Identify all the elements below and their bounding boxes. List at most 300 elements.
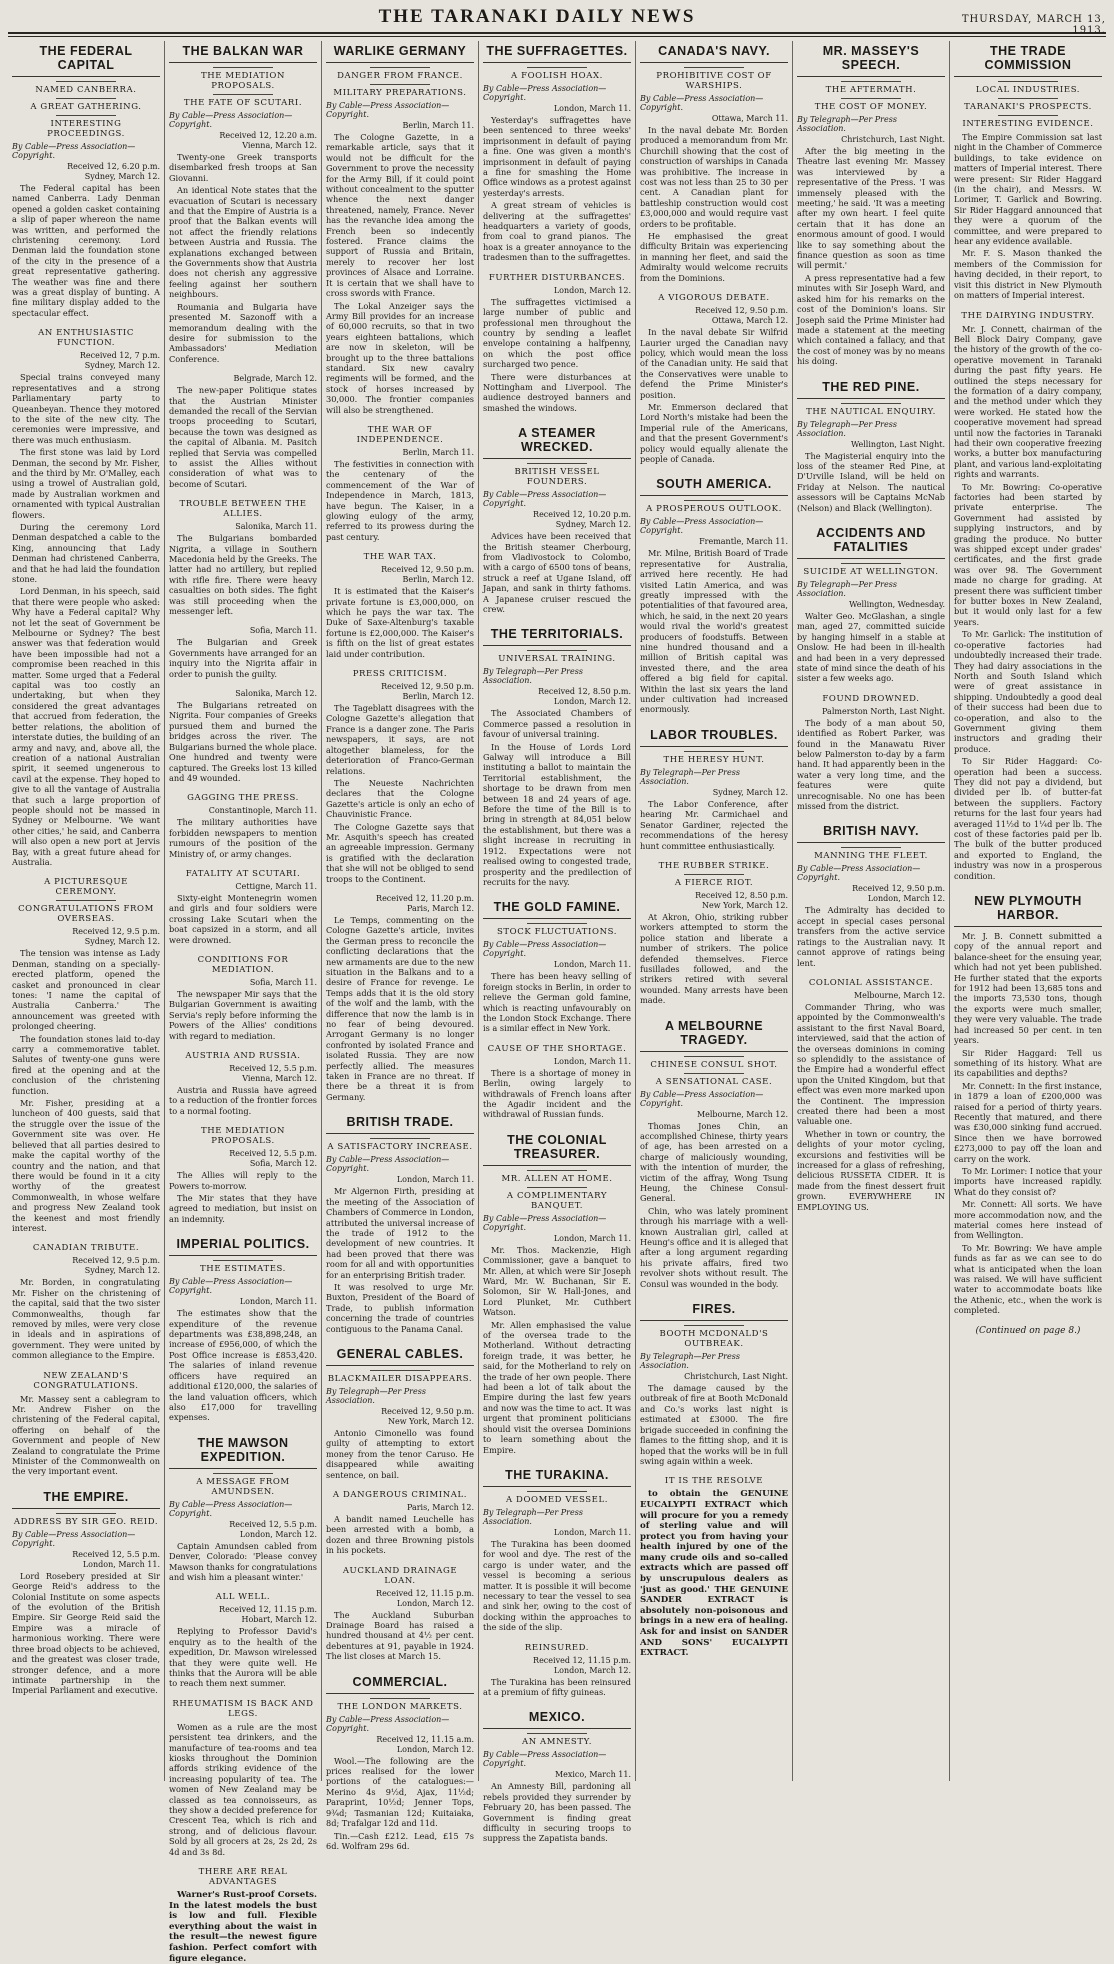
- article-byline: By Telegraph—Per Press Association.: [797, 579, 897, 598]
- column-3: [322, 41, 479, 1851]
- article-paragraph: The estimates show that the expenditure of the revenue departments was £38,898,248, an increase of £956,000, of which the Post Office increase is £853,420. The salaries of inland revenue officers have required an additional £120,000, the salaries of the land valuation officers, which also £17,000 for travelling expenses.: [169, 1308, 317, 1423]
- article-paragraph: The Bulgarians bombarded Nigrita, a village in Southern Macedonia held by the Greeks. The latter had no artillery, but replied with rifle fire. There were heavy casualties on both sides. The fight was still proceeding when the messenger left.: [169, 533, 317, 617]
- article: [483, 423, 631, 614]
- article: [483, 273, 631, 413]
- article-dateline: Berlin, March 11.: [402, 121, 474, 130]
- article-subheading: THE LONDON MARKETS.: [337, 1701, 463, 1712]
- article-paragraph: Mr. J. B. Connett submitted a copy of the annual report and balance-sheet for the ensuing year, which had not yet been published. He further stated that the exports for 1912 had been 13,685 tons and the imports 73,530 tons, though the exports were much smaller, they were very valuable. The trade had increased 50 per cent. in ten years.: [954, 931, 1102, 1046]
- article-subheading: A MESSAGE FROM AMUNDSEN.: [196, 1476, 290, 1497]
- article-paragraph: The foundation stones laid to-day carry a commemorative tablet. Salutes of twenty-one guns were fired at the opening and at the conclusion of the christening function.: [12, 1033, 160, 1096]
- article-paragraph: The Bulgarian and Greek Governments have arranged for an inquiry into the Nigrita affair in order to punish the guilty.: [169, 637, 317, 679]
- article-headline: MEXICO.: [483, 1707, 631, 1729]
- article-subheading: A FOOLISH HOAX.: [511, 71, 603, 81]
- article: [483, 1044, 631, 1120]
- article-paragraph: Lord Rosebery presided at Sir George Reid's address to the Colonial Institute on some aspects of the evolution of the British Empire. Sir George Reid said the Empire was a miracle of harmonious working. There were three broad objects to be achieved, and the greatest was closer trade, stronger defence, and a more intimate partnership in the Imperial Parliament and executive.: [12, 1570, 160, 1696]
- article-paragraph: Mr. Connett: In the first instance, in 1879 a loan of £200,000 was raised for a period of thirty years. Recently that matured, and there was £30,000 sinking fund accrued. Since then we have borrowed £273,000 to pay off the loan and carry on the work.: [954, 1080, 1102, 1164]
- article-subheading: THE DAIRYING INDUSTRY.: [961, 310, 1095, 321]
- article: [326, 41, 474, 415]
- article-dateline: Mexico, March 11.: [554, 1770, 631, 1780]
- article-received: Received 12, 11.15 a.m.: [376, 1734, 474, 1744]
- article-received: Received 12, 11.15 p.m.: [376, 1588, 474, 1598]
- article-received: Received 12, 9.5 p.m.: [72, 1256, 160, 1266]
- article-subheading: ADDRESS BY SIR GEO. REID.: [13, 1516, 159, 1527]
- article: [169, 1051, 317, 1116]
- divider: [841, 81, 900, 82]
- article-byline: By Cable—Press Association—Copyright.: [483, 490, 607, 509]
- article: [797, 41, 945, 367]
- article-dateline: Salonika, March 11.: [235, 522, 317, 532]
- article-byline: By Cable—Press Association—Copyright.: [12, 142, 136, 160]
- divider: [684, 1056, 743, 1057]
- article-subheading: A DOOMED VESSEL.: [505, 1494, 608, 1505]
- article-paragraph: Captain Amundsen cabled from Denver, Colorado: 'Please convey Mawson thanks for congratulations and wish him a pleasant winter.': [169, 1540, 317, 1582]
- article-byline: By Cable—Press Association—Copyright.: [483, 84, 607, 102]
- column-2: [165, 41, 322, 1964]
- article-dateline: Vienna, March 12.: [242, 141, 317, 150]
- article-byline: By Cable—Press Association—Copyright.: [169, 1277, 293, 1296]
- article: [640, 1476, 788, 1659]
- article-paragraph: A press representative had a few minutes with Sir Joseph Ward, and asked him for his remarks on the cost of the Dominion's loans. Sir Joseph said the Prime Minister had made a statement at the meeting which contained a fallacy, and that the cost of money was by no means his doing.: [797, 272, 945, 367]
- article-subheading: THE AFTERMATH.: [825, 85, 917, 95]
- article-paragraph: It was resolved to urge Mr. Buxton, President of the Board of Trade, to publish information concerning the trade of countries contiguous to the Panama Canal.: [326, 1281, 474, 1334]
- article: [169, 1867, 317, 1964]
- divider: [527, 463, 586, 464]
- article-subheading: STOCK FLUCTUATIONS.: [496, 927, 618, 938]
- article-subheading: CHINESE CONSUL SHOT.: [650, 1059, 778, 1070]
- article-byline: By Cable—Press Association—Copyright.: [12, 1529, 136, 1548]
- article-paragraph: A great stream of vehicles is delivering at the suffragettes' headquarters a variety of goods, from coal to grand pianos. The hoax is a greater annoyance to the tradesmen than to the suffragettes.: [483, 200, 631, 263]
- article-dateline: Sofia, March 11.: [249, 977, 317, 987]
- article-headline: THE SUFFRAGETTES.: [483, 41, 631, 63]
- article-paragraph: Walter Geo. McGlashan, a single man, aged 27, committed suicide by hanging himself in a stable at Onslow. He had been in ill-health and had been in a very depressed state of mind since the death of his sister a few weeks ago.: [797, 610, 945, 684]
- article-headline: CANADA'S NAVY.: [640, 41, 788, 63]
- divider: [684, 874, 743, 875]
- article-paragraph: The Admiralty has decided to accept in special cases personal transfers from the active service ratings to the Australian navy. It cannot approve of ratings being lent.: [797, 905, 945, 968]
- article-subheading: IT IS THE RESOLVE: [664, 1476, 764, 1487]
- divider: [998, 81, 1057, 82]
- article-paragraph: Twenty-one Greek transports disembarked fresh troops at San Giovanni.: [169, 152, 317, 183]
- article-dateline: Berlin, March 12.: [402, 575, 474, 585]
- article: [326, 1672, 474, 1852]
- article-paragraph: In the naval debate Sir Wilfrid Laurier urged the Canadian navy policy, which would mean the loss of the Canadian unity. He said that the Conservatives were unable to defend the Prime Minister's position.: [640, 327, 788, 400]
- article-dateline: Paris, March 12.: [406, 1503, 474, 1512]
- article-paragraph: Mr. Allen emphasised the value of the oversea trade to the Motherland. Without detracting foreign trade, it was better, he said, for the Motherland to rely on the trade of her own people. There had been a lot of talk about the Empire during the last few years and now was the time to act. It was urgent that prominent politicians should visit the oversea Dominions to learn something about the Empire.: [483, 1319, 631, 1455]
- article-subheading: THE WAR OF INDEPENDENCE.: [356, 424, 444, 445]
- article: [326, 1344, 474, 1480]
- article: [12, 877, 160, 1233]
- divider: [684, 500, 743, 501]
- article-paragraph: Special trains conveyed many representatives and a strong Parliamentary party to Queanbeyan. Thence they motored to the site of the new city. The ceremonies were impressive, and there was much enthusiasm.: [12, 372, 160, 445]
- divider: [56, 98, 115, 99]
- article-paragraph: An identical Note states that the evacuation of Scutari is necessary and that the Empire of Austria is a proof that the Balkan events will not affect the friendly relations between Austria and Russia. The explanations exchanged between the Governments show that Austria does not cherish any aggressive feeling against her southern neighbours.: [169, 185, 317, 300]
- article-paragraph: To Mr. Bowring: Co-operative factories had been started by private enterprise. The Government had assisted by supplying instructors, and by grading the produce. No butter was shipped except under grades' certificates, and the first grade was over 98. The Government made no charge for grading. At present there was sufficient timber for butter boxes in New Zealand, but it would only last for a few years.: [954, 481, 1102, 627]
- article-headline: ACCIDENTS AND FATALITIES: [797, 523, 945, 559]
- article-subheading: NEW ZEALAND'S CONGRATULATIONS.: [33, 1370, 139, 1391]
- article-paragraph: Yesterday's suffragettes have been sentenced to three weeks' imprisonment in default of paying a fine. One was given a month's imprisonment in default of paying a fine for smashing the Home Office windows as a protest against yesterday's arrests.: [483, 115, 631, 198]
- article-received: Received 12, 7 p.m.: [79, 351, 160, 361]
- article-subheading: UNIVERSAL TRAINING.: [498, 654, 616, 665]
- article-paragraph: Mr. J. Connett, chairman of the Bell Block Dairy Company, gave the history of the growth of the co-operative movement in Taranaki during the past fifty years. He outlined the steps necessary for the formation of a dairy company, and the method under which they were worked. He stated how the cooperative movement had spread until now the factories in Taranaki had their own cooperative freezing works, a butter box manufacturing plant, and various land-exploitating rights and warrants.: [954, 323, 1102, 480]
- article: [640, 293, 788, 464]
- article-paragraph: Tin.—Cash £212. Lead, £15 7s 6d. Wolfram 29s 6d.: [326, 1830, 474, 1851]
- article-subheading: BRITISH VESSEL FOUNDERS.: [514, 467, 600, 488]
- divider: [56, 1513, 115, 1514]
- divider: [370, 84, 429, 85]
- article-paragraph: Mr. Milne, British Board of Trade representative for Australia, arrived here recently. He had visited Latin America, and was greatly impressed with the potentialities of that favoured area, which, he said, in the next 20 years would rival the world's greatest producers of foodstuffs. Between nine hundred thousand and a million of British capital was invested there, and the area offered a big field for capital. Within the last six years the land under cultivation had increased enormously.: [640, 548, 788, 715]
- article-received: Received 12, 8.50 p.m.: [538, 687, 631, 697]
- article: [169, 869, 317, 945]
- article: [797, 523, 945, 684]
- article: [483, 624, 631, 887]
- article-received: Received 12, 8.50 p.m.: [695, 890, 788, 900]
- divider: [527, 1187, 586, 1188]
- article-paragraph: The Federal capital has been named Canberra. Lady Denman opened a golden casket containing a slip of paper whereon the name was written, and performed the christening ceremony. Lord Denman laid the foundation stone of the city in the presence of a great representative gathering. The weather was fine and there was a great display of bunting. A fine military display added to the spectacular effect.: [12, 183, 160, 318]
- article-dateline: Sydney, March 12.: [555, 520, 631, 530]
- article-byline: By Cable—Press Association—Copyright.: [483, 940, 607, 959]
- article-headline: NEW PLYMOUTH HARBOR.: [954, 891, 1102, 927]
- divider: [998, 98, 1057, 99]
- article-paragraph: An Amnesty Bill, pardoning all rebels provided they surrender by February 20, has been passed. The Government is finding great difficulty in securing troops to suppress the Zapatista bands.: [483, 1781, 631, 1844]
- article-headline: THE RED PINE.: [797, 377, 945, 399]
- article-paragraph: At Akron, Ohio, striking rubber workers attempted to storm the police station and liberate a number of strikers. The police defended themselves. Fierce fusillades followed, and the strikers retired with several wounded. Many arrests have been made.: [640, 911, 788, 1006]
- article-dateline: Paris, March 12.: [406, 903, 474, 913]
- article: [797, 377, 945, 513]
- continued-note: (Continued on page 8.): [975, 1325, 1081, 1336]
- article-byline: By Cable—Press Association—Copyright.: [483, 1213, 607, 1232]
- article-dateline: Melbourne, March 12.: [853, 990, 945, 1000]
- column-1: [8, 41, 165, 1781]
- article-paragraph: A bandit named Leuchelle has been arrested with a bomb, a dozen and three Browning pistols in his pockets.: [326, 1514, 474, 1556]
- article-paragraph: Warner's Rust-proof Corsets. In the latest models the bust is low and full. Flexible everything about the waist in the result—the newest figure fashion. Perfect comfort with figure elegance.: [169, 1890, 317, 1964]
- article-subheading: A GREAT GATHERING.: [30, 102, 142, 112]
- article: [169, 1699, 317, 1857]
- article-subheading: AUSTRIA AND RUSSIA.: [185, 1051, 301, 1061]
- article-subheading: A SATISFACTORY INCREASE.: [327, 1142, 473, 1153]
- article-subheading: TARANAKI'S PROSPECTS.: [964, 102, 1092, 112]
- article-received: Received 12, 9.50 p.m.: [695, 306, 788, 316]
- article: [326, 1490, 474, 1556]
- article-paragraph: Whether in town or country, the delights of your motor cycling, excursions and festivities will be increased for a glass of refreshing, delicious RUSSETA CIDER. It is made from the finest dessert fruit grown. EVERYWHERE IN EMPLOYING US.: [797, 1128, 945, 1212]
- article-paragraph: Commander Thring, who was appointed by the Commonwealth's assistant to the first Naval Board, interviewed, said that the action of the overseas dominions in coming so splendidly to the assistance of the Empire had a wonderful effect upon the United Kingdom, but that effect was even more marked upon the Continent. The impression created there had been a most valuable one.: [797, 1001, 945, 1127]
- article: [640, 1016, 788, 1290]
- article-dateline: Ottawa, March 11.: [711, 114, 788, 123]
- article-paragraph: The Mir states that they have agreed to mediation, but insist on an indemnity.: [169, 1193, 317, 1224]
- article-received: Received 12, 9.50 p.m.: [381, 565, 474, 575]
- article-paragraph: The first stone was laid by Lord Denman, the second by Mr. Fisher, and the third by Mr. O'Malley, each using a trowel of Australian gold, made by Australian workmen and ornamented with typical Australian flowers.: [12, 447, 160, 520]
- article: [169, 499, 317, 616]
- article-paragraph: There were disturbances at Nottingham and Liverpool. The audience destroyed banners and smashed the windows.: [483, 371, 631, 413]
- divider: [841, 98, 900, 99]
- article-paragraph: The Neueste Nachrichten declares that the Cologne Gazette's article is only an echo of Chauvinistic France.: [326, 777, 474, 820]
- article: [326, 669, 474, 884]
- article-subheading: THE ESTIMATES.: [200, 1264, 286, 1275]
- article-subheading: LOCAL INDUSTRIES.: [975, 85, 1081, 95]
- article-paragraph: The Cologne Gazette, in a remarkable article, says that it would not be difficult for the Government to prove the necessity for the Army Bill, if it could point without concealment to the sputter whence the next danger threatened, namely, France. Never has the revanche idea among the French been so indecently fostered. France claims the support of Russia and Britain, merely to recover her lost provinces of Alsace and Lorraine. It is certain that we shall have to cross swords with France.: [326, 132, 474, 299]
- article-subheading: AN AMNESTY.: [521, 1737, 593, 1748]
- article-subheading: INTERESTING EVIDENCE.: [962, 119, 1094, 129]
- article-headline: A MELBOURNE TRAGEDY.: [640, 1016, 788, 1052]
- divider: [527, 67, 586, 68]
- article-received: Received 12, 11.15 p.m.: [533, 1655, 631, 1665]
- divider: [527, 1170, 586, 1171]
- article-paragraph: Mr. F. S. Mason thanked the members of the Commission for having decided, in their report, to visit this district in New Plymouth on matters of Imperial interest.: [954, 248, 1102, 301]
- article-paragraph: The festivities in connection with the centenary of the commencement of the War of Independence in March, 1813, have begun. The Kaiser, in a glowing eulogy of the army, referred to its prowess during the past century.: [326, 458, 474, 542]
- article-subheading: PRESS CRITICISM.: [352, 669, 448, 680]
- article-headline: THE TERRITORIALS.: [483, 624, 631, 646]
- article-subheading: THERE ARE REAL ADVANTAGES: [198, 1867, 288, 1888]
- column-7: [950, 41, 1106, 1781]
- article-received: Received 12, 5.5 p.m.: [229, 1519, 317, 1529]
- article-subheading: ALL WELL.: [215, 1592, 271, 1603]
- issue-date: THURSDAY, MARCH 13, 1913.: [961, 14, 1106, 36]
- article: [640, 474, 788, 715]
- article-paragraph: The Magisterial enquiry into the loss of the steamer Red Pine, at D'Urville Island, will be held on Friday at Nelson. The nautical assessors will be Captains McNab (Nelson) and Black (Wellington).: [797, 450, 945, 513]
- article: [169, 793, 317, 859]
- article-subheading: NAMED CANBERRA.: [35, 85, 137, 95]
- article-subheading: REINSURED.: [524, 1642, 590, 1653]
- article-paragraph: The body of a man about 50, identified as Robert Parker, was found in the Manawatu River below Palmerston to-day by a farm hand. It had apparently been in the water a very long time, and the features were quite unrecognisable. No one has been missed from the district.: [797, 717, 945, 812]
- article-subheading: AUCKLAND DRAINAGE LOAN.: [342, 1565, 458, 1586]
- article-subheading: FATALITY AT SCUTARI.: [185, 868, 301, 879]
- article: [640, 41, 788, 283]
- newspaper-title: THE TARANAKI DAILY NEWS: [378, 6, 696, 27]
- article-paragraph: Mr. Thos. Mackenzie, High Commissioner, gave a banquet to Mr. Allen, at which were Sir Joseph Ward, Mr. W. Buchanan, Sir E. Solomon, Sir W. Hall-Jones, and Lord Plunket, Mr. Cuthbert Watson.: [483, 1244, 631, 1318]
- article-byline: By Cable—Press Association—Copyright.: [483, 1750, 607, 1769]
- article-byline: By Telegraph—Per Press Association.: [640, 767, 740, 786]
- article-paragraph: During the ceremony Lord Denman despatched a cable to the King, announcing that Lady Denman had christened Canberra, and that he had laid the foundation stone.: [12, 521, 160, 584]
- article-paragraph: After the big meeting in the Theatre last evening Mr. Massey was interviewed by a representative of the Press. 'I was immensely pleased with the meeting,' he said. 'It was a meeting after my own heart. I feel quite certain that it has done an enormous amount of good. I would like to say something about the finance question as soon as time will permit.': [797, 146, 945, 271]
- article-byline: By Telegraph—Per Press Association.: [483, 1507, 583, 1526]
- article-subheading: BOOTH MCDONALD'S OUTBREAK.: [659, 1329, 769, 1350]
- article-paragraph: He emphasised the great difficulty Britain was experiencing in manning her fleet, and said the Admiralty would welcome recruits from the Dominions.: [640, 231, 788, 283]
- article-subheading: THE RUBBER STRIKE.: [658, 860, 770, 871]
- article-headline: GENERAL CABLES.: [326, 1344, 474, 1366]
- article-dateline: Berlin, March 12.: [402, 692, 474, 702]
- article-dateline: New York, March 12.: [702, 900, 788, 910]
- article-headline: COMMERCIAL.: [326, 1672, 474, 1694]
- article-byline: By Cable—Press Association—Copyright.: [169, 1499, 293, 1518]
- divider: [56, 81, 115, 82]
- article-subheading: A PROSPEROUS OUTLOOK.: [646, 504, 782, 515]
- article-subheading: AN ENTHUSIASTIC FUNCTION.: [38, 328, 134, 349]
- article: [169, 689, 317, 783]
- article: [483, 1465, 631, 1633]
- article-subheading: FOUND DROWNED.: [822, 693, 920, 704]
- article-subheading: THE NAUTICAL ENQUIRY.: [806, 406, 936, 417]
- article-subheading: MANNING THE FLEET.: [814, 851, 928, 862]
- divider: [370, 1698, 429, 1699]
- article-received: Received 12, 5.5 p.m.: [229, 1149, 317, 1159]
- article-byline: By Telegraph—Per Press Association.: [483, 667, 583, 686]
- masthead: [8, 6, 1106, 34]
- article-dateline: Cettigne, March 11.: [235, 881, 317, 891]
- article-paragraph: The newspaper Mir says that the Bulgarian Government is awaiting Servia's reply before informing the Powers of the Allies' conditions with regard to mediation.: [169, 988, 317, 1041]
- article-paragraph: Roumania and Bulgaria have presented M. Sazonoff with a memorandum dealing with the desire for submission to the Ambassadors' Mediation Conference.: [169, 301, 317, 364]
- article-paragraph: Mr. Fisher, presiding at a luncheon of 400 guests, said that the struggle over the issue of the Government site was over. He believed that all parties desired to make the capital worthy of the country and the nation, and that there would be found in it a city worthy of the greatest Commonwealth, in whose welfare and progress New Zealand took the keenest and most friendly interest.: [12, 1098, 160, 1233]
- article-received: Received 12, 9.50 p.m.: [381, 1406, 474, 1416]
- article-dateline: London, March 12.: [239, 1529, 317, 1539]
- divider: [370, 67, 429, 68]
- article-received: Received 12, 11.20 p.m.: [376, 893, 474, 903]
- article-paragraph: Replying to Professor David's enquiry as to the health of the expedition, Dr. Mawson wirelessed that they were quite well. He thinks that the Aurora will be able to reach them next summer.: [169, 1626, 317, 1689]
- divider: [213, 67, 272, 68]
- article-paragraph: Wool.—The following are the prices realised for the lower portions of the catalogues:—Merino 4s 9½d, Ajax, 11½d; Paraprint, 10½d; Jenner Tops, 9¾d; Tasmanian 12d; Kuitaiaka, 8d; Trafalgar 12d and 11d.: [326, 1755, 474, 1829]
- article-paragraph: The Allies will reply to the Powers to-morrow.: [169, 1170, 317, 1191]
- article: [169, 1234, 317, 1422]
- article-subheading: DANGER FROM FRANCE.: [337, 71, 463, 81]
- article-received: Received 12, 5.5 p.m.: [229, 1064, 317, 1073]
- article-dateline: London, March 11.: [239, 1297, 317, 1307]
- article: [326, 552, 474, 659]
- article-byline: By Cable—Press Association—Copyright.: [326, 1155, 450, 1174]
- article-paragraph: The damage caused by the outbreak of fire at Booth McDonald and Co.'s works last night is estimated at £3000. The fire brigade succeeded in confining the flames to the fitting shop, and it is hoped that the works will be in full swing again within a week.: [640, 1383, 788, 1466]
- divider: [841, 563, 900, 564]
- article: [954, 41, 1102, 301]
- column-4: [479, 41, 636, 1844]
- article-dateline: London, March 12.: [867, 894, 945, 904]
- article-headline: THE FEDERAL CAPITAL: [12, 41, 160, 77]
- article-paragraph: Chin, who was lately prominent through his marriage with a well-known Australian girl, called at Heung's office and it is alleged that after a long argument regarding his private affairs, fired two revolver shots without result. The Consul was wounded in the body.: [640, 1205, 788, 1289]
- article-headline: A STEAMER WRECKED.: [483, 423, 631, 459]
- article-received: Received 12, 5.5 p.m.: [72, 1549, 160, 1559]
- article-dateline: Palmerston North, Last Night.: [822, 706, 945, 716]
- article: [483, 1130, 631, 1455]
- article-paragraph: In the naval debate Mr. Borden produced a memorandum from Mr. Churchill showing that the cost of construction of warships in Canada was prohibitive. The increase in cost was not less than 25 to 30 per cent. A Canadian plant for battleship construction would cost £3,000,000 and would require vast orders to be profitable.: [640, 125, 788, 229]
- article-paragraph: In the House of Lords Lord Galway will introduce a Bill instituting a ballot to maintain the Territorial establishment, the shortage to be drawn from men between 18 and 24 years of age. Before the time of the Bill is to bring in strength at 84,051 below the establishment, but there was a slight increase in recruiting in 1912. Expectations were not realised owing to congested trade, prosperity and the predilection of recruits for the navy.: [483, 741, 631, 887]
- article: [12, 41, 160, 318]
- article-paragraph: The Lokal Anzeiger says the Army Bill provides for an increase of 60,000 recruits, so that in two years eighteen battalions, which are now in skeleton, will be brought up to the three battalions standard. Six new cavalry regiments will be formed, and the stock of horses increased by 30,000. The frontier companies will also be strengthened.: [326, 300, 474, 415]
- article-subheading: GAGGING THE PRESS.: [187, 793, 299, 804]
- article-received: Received 12, 9.50 p.m.: [852, 884, 945, 894]
- article-byline: By Cable—Press Association—Copyright.: [640, 94, 764, 112]
- article: [169, 1592, 317, 1688]
- article-subheading: CONDITIONS FOR MEDIATION.: [197, 954, 289, 975]
- article-subheading: THE MEDIATION PROPOSALS.: [201, 71, 285, 91]
- article: [169, 955, 317, 1041]
- article-byline: By Telegraph—Per Press Association.: [640, 1352, 740, 1371]
- article-dateline: London, March 12.: [396, 1598, 474, 1608]
- article-headline: THE MAWSON EXPEDITION.: [169, 1433, 317, 1469]
- article-subheading: CAUSE OF THE SHORTAGE.: [487, 1043, 627, 1054]
- article: [169, 41, 317, 364]
- article-received: Received 12, 10.20 p.m.: [533, 510, 631, 520]
- article: [483, 1643, 631, 1698]
- article-subheading: A VIGOROUS DEBATE.: [658, 293, 770, 304]
- article-received: Received 12, 9.5 p.m.: [72, 927, 160, 937]
- divider: [370, 1138, 429, 1139]
- article-headline: THE COLONIAL TREASURER.: [483, 1130, 631, 1166]
- article-headline: THE TRADE COMMISSION: [954, 41, 1102, 77]
- article-paragraph: The Labor Conference, after hearing Mr. Carmichael and Senator Gardiner, rejected the recommendations of the heresy hunt committee enthusiastically.: [640, 798, 788, 851]
- article: [12, 1243, 160, 1360]
- article-subheading: MILITARY PREPARATIONS.: [333, 88, 467, 98]
- article-headline: THE EMPIRE.: [12, 1487, 160, 1509]
- article-paragraph: It is estimated that the Kaiser's private fortune is £3,000,000, on which he pays the war tax. The Duke of Saxe-Altenburg's taxable fortune is £2,000,000. The Kaiser's is fifth on the list of great estates laid under contribution.: [326, 586, 474, 659]
- divider: [841, 403, 900, 404]
- article-headline: MR. MASSEY'S SPEECH.: [797, 41, 945, 77]
- article-received: Received 12, 11.15 p.m.: [219, 1605, 317, 1615]
- article-subheading: SUICIDE AT WELLINGTON.: [803, 566, 939, 577]
- divider: [684, 1325, 743, 1326]
- article-paragraph: There is a shortage of money in Berlin, owing largely to withdrawals of French loans after the Agadir incident and the withdrawal of Russian funds.: [483, 1067, 631, 1120]
- article: [640, 1299, 788, 1466]
- article-paragraph: The Associated Chambers of Commerce passed a resolution in favour of universal training.: [483, 708, 631, 740]
- article-headline: LABOR TROUBLES.: [640, 725, 788, 747]
- article-paragraph: Mr. Borden, in congratulating Mr. Fisher on the christening of the capital, said that the two sister Commonwealths, though far removed by miles, were very close in ideals and in aspirations of government. They were united by common allegiance to the Empire.: [12, 1277, 160, 1361]
- article-paragraph: The military authorities have forbidden newspapers to mention rumours of the position of the Ministry of, or army changes.: [169, 817, 317, 859]
- article-paragraph: Antonio Cimonello was found guilty of attempting to extort money from the tenor Caruso. He disappeared while awaiting sentence, on bail.: [326, 1427, 474, 1480]
- article-headline: SOUTH AMERICA.: [640, 474, 788, 496]
- article-headline: THE TURAKINA.: [483, 1465, 631, 1487]
- article-subheading: PROHIBITIVE COST OF WARSHIPS.: [656, 71, 772, 91]
- article-dateline: Ottawa, March 12.: [711, 316, 788, 326]
- divider: [841, 847, 900, 848]
- article-dateline: London, March 11.: [396, 1175, 474, 1185]
- article-dateline: Hobart, March 12.: [241, 1615, 317, 1625]
- article-dateline: London, March 11.: [553, 104, 631, 113]
- article-dateline: London, March 11.: [553, 1056, 631, 1066]
- article: [326, 1112, 474, 1334]
- article: [954, 311, 1102, 882]
- article: [640, 725, 788, 851]
- article: [12, 1371, 160, 1477]
- article-dateline: London, March 11.: [82, 1559, 160, 1569]
- divider: [684, 1073, 743, 1074]
- article-paragraph: Le Temps, commenting on the Cologne Gazette's article, invites the German press to reconcile the conflicting declarations that the new armaments are due to the new situation in the Balkans and to a desire of France for revenge. Le Temps adds that it is the old story of the wolf and the lamb, with the difference that now the lamb is in no fear of being devoured. Arrogant Germany is no longer confronted by isolated France and isolated Russia. They are now perfectly allied. The measures taken in France are no threat. If there be a threat it is from Germany.: [326, 914, 474, 1102]
- article-byline: By Cable—Press Association—Copyright.: [169, 111, 293, 129]
- article-paragraph: The Turakina has been reinsured at a premium of fifty guineas.: [483, 1676, 631, 1697]
- column-6: [793, 41, 950, 1781]
- article-byline: By Telegraph—Per Press Association.: [326, 1386, 426, 1405]
- article-paragraph: To Mr. Garlick: The institution of co-operative factories had undoubtedly increased their trade. They had dairy associations in the North and South Island which were of great assistance in shipping. Undoubtedly a good deal of their success had been due to co-operation, and also to the Government giving them instructors and grading their produce.: [954, 629, 1102, 754]
- article-headline: FIRES.: [640, 1299, 788, 1321]
- article-dateline: Sydney, March 12.: [84, 937, 160, 947]
- article-byline: By Cable—Press Association—Copyright.: [640, 1089, 764, 1108]
- article: [12, 328, 160, 867]
- article-paragraph: The Cologne Gazette says that Mr. Asquith's speech has created an agreeable impression. Germany is gratified with the declaration that she will not be obliged to send troops to the Continent.: [326, 821, 474, 884]
- article-headline: WARLIKE GERMANY: [326, 41, 474, 63]
- article: [954, 891, 1102, 1316]
- article: [797, 978, 945, 1212]
- article-dateline: London, March 12.: [553, 285, 631, 295]
- article: [797, 821, 945, 967]
- article: [12, 1487, 160, 1696]
- article-subheading: FURTHER DISTURBANCES.: [488, 272, 626, 283]
- article-dateline: London, March 12.: [553, 697, 631, 707]
- article: [169, 1433, 317, 1583]
- article: [483, 1707, 631, 1843]
- article-paragraph: The Tageblatt disagrees with the Cologne Gazette's allegation that France is a danger zone. The Paris newspapers, it says, are not altogether blameless, for the deterioration of Franco-German relations.: [326, 703, 474, 776]
- article-dateline: London, March 12.: [396, 1744, 474, 1754]
- article-subheading: MR. ALLEN AT HOME.: [501, 1173, 613, 1184]
- article: [326, 894, 474, 1102]
- article-paragraph: The Auckland Suburban Drainage Board has raised a hundred thousand at 4½ per cent. debentures at 91, payable in 1924. The list closes at March 15.: [326, 1609, 474, 1662]
- article-dateline: Constantinople, March 11.: [208, 806, 317, 816]
- article: [169, 374, 317, 489]
- article-dateline: New York, March 12.: [388, 1416, 474, 1426]
- article-dateline: Salonika, March 12.: [235, 689, 317, 699]
- divider: [213, 94, 272, 95]
- article-dateline: Christchurch, Last Night.: [684, 1372, 788, 1382]
- article-subheading: THE WAR TAX.: [363, 552, 437, 563]
- article-subheading: A PICTURESQUE CEREMONY.: [44, 877, 128, 898]
- article: [954, 1326, 1102, 1336]
- article-paragraph: The tension was intense as Lady Denman, standing on a specially-erected platform, opened the casket and pronounced in clear tones: 'I name the capital of Australia Canberra.' The announcement was greeted with prolonged cheering.: [12, 948, 160, 1032]
- article-paragraph: Mr. Connett: All sorts. We have more accommodation now, and the material comes here instead of from Wellington.: [954, 1199, 1102, 1241]
- article-paragraph: Advices have been received that the British steamer Cherbourg, from Vladivostock to Colombo, with a cargo of 6500 tons of beans, struck a reef at Ugane Island, off Japan, and sank in thirty fathoms. A Japanese cruiser rescued the crew.: [483, 531, 631, 614]
- article-byline: By Cable—Press Association—Copyright.: [640, 517, 764, 536]
- divider: [56, 900, 115, 901]
